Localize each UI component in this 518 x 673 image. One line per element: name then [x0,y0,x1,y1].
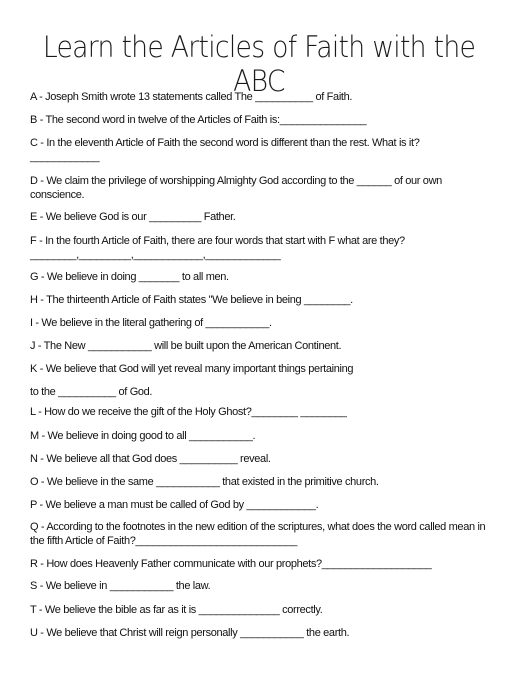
question-j: J - The New ___________ will be built upon the American Continent. [30,340,342,352]
question-g: G - We believe in doing _______ to all men. [30,271,229,283]
question-d: D - We claim the privilege of worshipping Almighty God according to the ______ of our own conscience. [30,175,445,201]
question-h: H - The thirteenth Article of Faith states "We believe in being ________. [30,294,353,306]
question-k: K - We believe that God will yet reveal many important things pertaining [30,363,354,375]
question-b: B - The second word in twelve of the Articles of Faith is:_______________ [30,114,367,126]
question-p: P - We believe a man must be called of God by ____________. [30,499,319,511]
question-n: N - We believe all that God does __________ reveal. [30,453,271,465]
question-k-continued: to the __________ of God. [30,386,153,398]
question-e: E - We believe God is our _________ Father. [30,211,236,223]
question-l: L - How do we receive the gift of the Holy Ghost?________ ________ [30,406,347,418]
question-c: C - In the eleventh Article of Faith the second word is different than the rest. What is it? ____________ [30,137,420,163]
question-u: U - We believe that Christ will reign personally ___________ the earth. [30,627,350,639]
question-q: Q - According to the footnotes in the new edition of the scriptures, what does the word called mean in the fifth Article of Faith?____________________________ [30,521,489,547]
question-i: I - We believe in the literal gathering of ___________. [30,317,272,329]
question-o: O - We believe in the same ___________ that existed in the primitive church. [30,476,379,488]
question-s: S - We believe in ___________ the law. [30,580,211,592]
question-t: T - We believe the bible as far as it is ______________ correctly. [30,604,323,616]
worksheet-title: Learn the Articles of Faith with the ABC [42,30,476,98]
question-a: A - Joseph Smith wrote 13 statements called The __________ of Faith. [30,91,353,103]
question-m: M - We believe in doing good to all ___________. [30,430,256,442]
question-r: R - How does Heavenly Father communicate with our prophets?___________________ [30,558,432,570]
question-f: F - In the fourth Article of Faith, there are four words that start with F what are they? ________,_________,____________,_____________ [30,235,405,261]
